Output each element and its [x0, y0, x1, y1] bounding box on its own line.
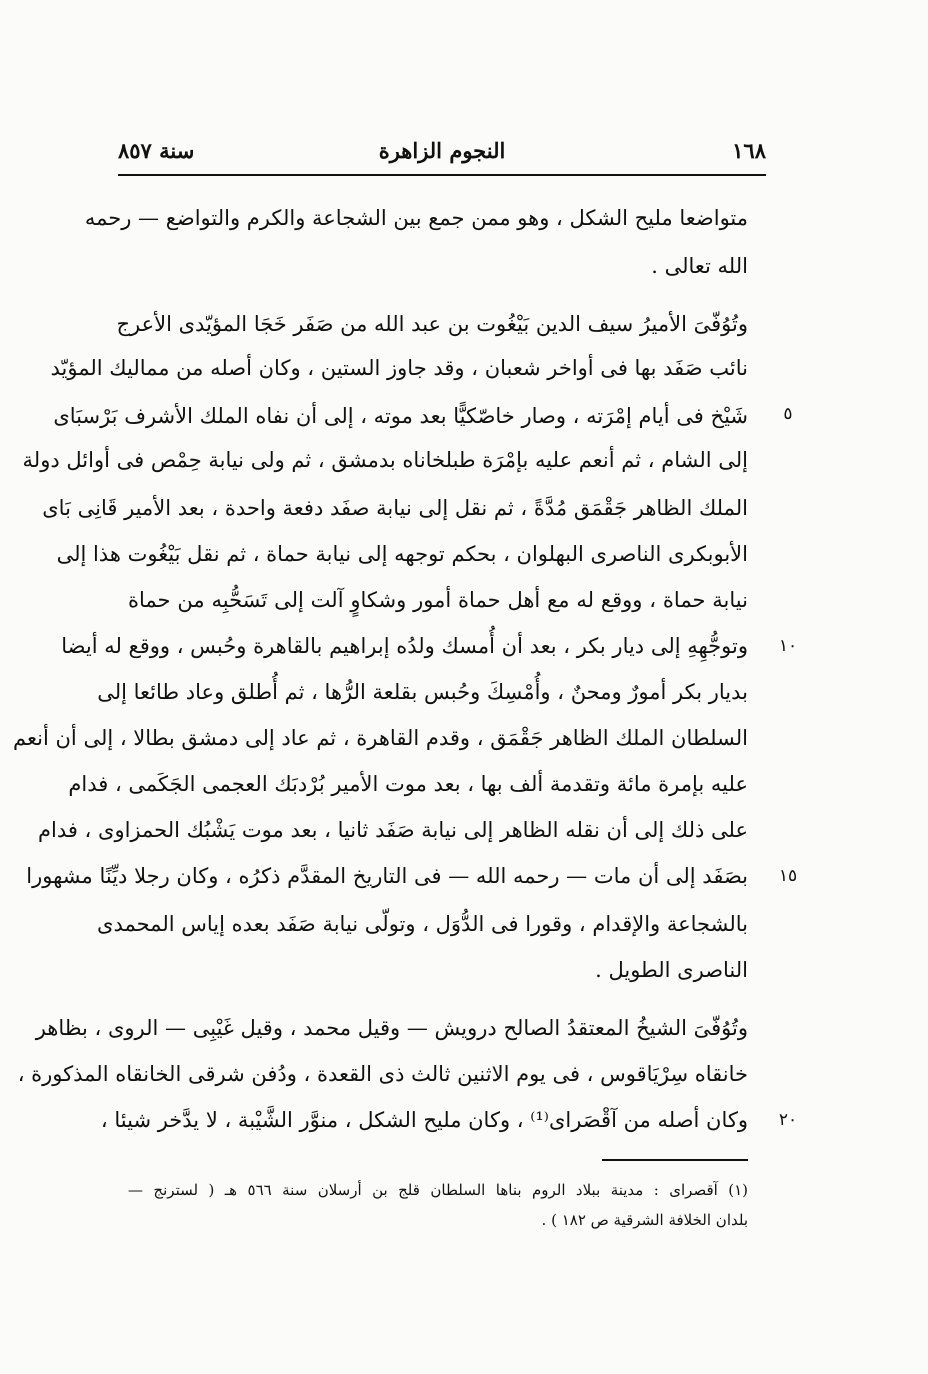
- text-line: نيابة حماة ، ووقع له مع أهل حماة أمور وشكاوٍ آلت إلى تَسَحُّبِه من حماة: [128, 588, 748, 612]
- text-line: عليه بإمرة مائة وتقدمة ألف بها ، بعد موت الأمير بُرْدبَك العجمى الجَكَمى ، فدام: [68, 772, 748, 796]
- text-line: بديار بكر أمورٌ ومحنٌ ، وأُمْسِكَ وحُبس بقلعة الرُّها ، ثم أُطلق وعاد طائعا إلى: [97, 680, 748, 704]
- text-line: الناصرى الطويل .: [595, 958, 748, 982]
- text-line: وتُوُفّىَ الأميرُ سيف الدين بَيْغُوت بن عبد الله من صَفَر خَجَا المؤيّدى الأعرج: [116, 312, 748, 336]
- text-line: وتُوُفّىَ الشيخُ المعتقدُ الصالح درويش — وقيل محمد ، وقيل غَيْبِى — الروى ، بظاهر: [35, 1016, 748, 1040]
- line-number: ٢٠: [778, 1110, 798, 1130]
- text-line: متواضعا مليح الشكل ، وهو ممن جمع بين الشجاعة والكرم والتواضع — رحمه: [84, 206, 748, 230]
- text-line: بصَفَد إلى أن مات — رحمه الله — فى التاريخ المقدَّم ذكرُه ، وكان رجلا ديِّنًا مشهورا: [26, 864, 748, 888]
- text-line: خانقاه سِرْيَاقوس ، فى يوم الاثنين ثالث ذى القعدة ، ودُفن شرقى الخانقاه المذكورة ،: [17, 1062, 748, 1086]
- text-line: على ذلك إلى أن نقله الظاهر إلى نيابة صَفَد ثانيا ، بعد موت يَشْبُك الحمزاوى ، فدام: [37, 818, 748, 842]
- text-line: بالشجاعة والإقدام ، وقورا فى الدُّوَل ، وتولّى نيابة صَفَد بعده إياس المحمدى: [97, 912, 748, 936]
- page-header: [118, 138, 766, 174]
- text-line: السلطان الملك الظاهر جَقْمَق ، وقدم القاهرة ، ثم عاد إلى دمشق بطالا ، إلى أن أنعم: [13, 726, 748, 750]
- footnote-line: بلدان الخلافة الشرقية ص ١٨٢ ) .: [541, 1211, 748, 1229]
- line-number: ١٥: [778, 866, 798, 886]
- text-line: الملك الظاهر جَقْمَق مُدَّةً ، ثم نقل إلى نيابة صفَد دفعة واحدة ، بعد الأمير قَانِى بَاى: [42, 496, 748, 520]
- footnote-line: (١) آقصراى : مدينة ببلاد الروم بناها السلطان قلج بن أرسلان سنة ٥٦٦ هـ ( لسترنج —: [128, 1181, 749, 1199]
- year-label: سنة ٨٥٧: [118, 138, 195, 163]
- text-line: وتوجُّهِهِ إلى ديار بكر ، بعد أن أُمسك ولدُه إبراهيم بالقاهرة وحُبس ، ووقع له أيضا: [61, 634, 748, 658]
- text-line: الله تعالى .: [651, 254, 748, 278]
- text-line: نائب صَفَد بها فى أواخر شعبان ، وقد جاوز الستين ، وكان أصله من مماليك المؤيّد: [50, 356, 748, 380]
- running-title: النجوم الزاهرة: [378, 138, 506, 163]
- header-rule: [118, 174, 766, 176]
- footnote-rule: [602, 1159, 748, 1161]
- text-line: وكان أصله من آقْصَراى⁽¹⁾ ، وكان مليح الشكل ، منوَّر الشَّيْبة ، لا يدَّخر شيئا ،: [100, 1108, 748, 1132]
- line-number: ٥: [783, 404, 793, 424]
- text-line: شَيْخ فى أيام إمْرَته ، وصار خاصّكيًّا بعد موته ، إلى أن نفاه الملك الأشرف بَرْسبَاى: [53, 404, 748, 428]
- text-line: إلى الشام ، ثم أنعم عليه بإمْرَة طبلخاناه بدمشق ، ثم ولى نيابة حِمْص فى أوائل دولة: [22, 448, 748, 472]
- line-number: ١٠: [778, 636, 798, 656]
- text-line: الأبوبكرى الناصرى البهلوان ، بحكم توجهه إلى نيابة حماة ، ثم نقل بَيْغُوت هذا إلى: [56, 542, 748, 566]
- page-number: ١٦٨: [732, 138, 766, 163]
